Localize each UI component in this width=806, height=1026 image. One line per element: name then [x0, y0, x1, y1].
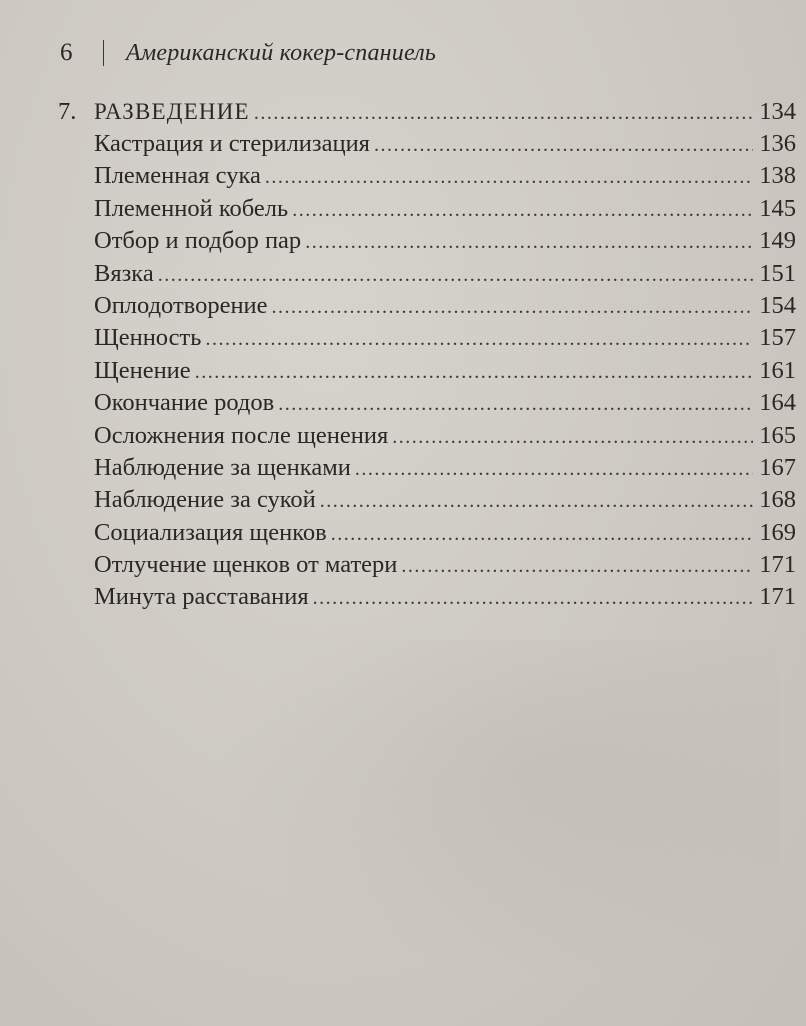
entry-page: 168: [759, 486, 796, 514]
entry-title: Щенность: [94, 324, 202, 352]
entry-title: Социализация щенков: [94, 518, 327, 546]
paper-smudge: [220, 640, 780, 980]
dot-leader: [254, 102, 753, 125]
dot-leader: [205, 328, 753, 351]
toc-entry: [58, 324, 796, 356]
entry-page: 138: [759, 162, 796, 190]
entry-title: Кастрация и стерилизация: [94, 130, 370, 157]
entry-page: 167: [759, 453, 796, 481]
dot-leader: [313, 587, 753, 610]
toc-entry: [58, 486, 796, 518]
running-title: Американский кокер-спаниель: [126, 39, 437, 66]
chapter-number: 7.: [58, 98, 77, 125]
table-of-contents: [58, 98, 796, 616]
entry-page: 171: [759, 583, 796, 611]
entry-title: Племенной кобель: [94, 194, 289, 222]
entry-page: 145: [759, 194, 796, 222]
dot-leader: [320, 490, 753, 513]
toc-entry: [58, 195, 796, 227]
dot-leader: [292, 199, 753, 222]
chapter-page: 134: [759, 98, 796, 125]
dot-leader: [392, 426, 753, 449]
entry-title: Минута расставания: [94, 583, 309, 611]
page-header: [60, 38, 436, 68]
entry-title: Окончание родов: [94, 389, 275, 417]
dot-leader: [401, 555, 753, 578]
entry-page: 171: [759, 551, 796, 579]
dot-leader: [272, 296, 753, 319]
entry-title: Осложнения после щенения: [94, 421, 389, 449]
toc-entry: [58, 389, 796, 421]
entry-page: 164: [759, 389, 796, 417]
toc-chapter-row: [58, 98, 796, 130]
dot-leader: [265, 166, 753, 189]
toc-entry: [58, 357, 796, 389]
toc-entry: [58, 422, 796, 454]
chapter-title: РАЗВЕДЕНИЕ: [94, 99, 250, 124]
entry-title: Вязка: [94, 259, 154, 287]
entry-page: 165: [759, 421, 796, 449]
toc-entry: [58, 583, 796, 615]
entry-page: 157: [759, 324, 796, 352]
dot-leader: [331, 523, 753, 546]
dot-leader: [195, 361, 753, 384]
toc-entry: [58, 292, 796, 324]
dot-leader: [355, 458, 753, 481]
toc-entry: [58, 162, 796, 194]
entry-title: Наблюдение за сукой: [94, 486, 316, 514]
entry-page: 149: [759, 227, 796, 255]
dot-leader: [374, 134, 753, 157]
header-divider: [103, 40, 105, 66]
entry-page: 151: [759, 259, 796, 287]
toc-entry: [58, 130, 796, 162]
entry-title: Отбор и подбор пар: [94, 227, 302, 255]
entry-page: 161: [759, 356, 796, 384]
page-number: 6: [60, 39, 73, 66]
dot-leader: [305, 231, 753, 254]
entry-title: Щенение: [94, 356, 191, 384]
entry-page: 169: [759, 518, 796, 546]
toc-entry: [58, 227, 796, 259]
entry-title: Наблюдение за щенками: [94, 453, 351, 481]
entry-title: Племенная сука: [94, 162, 261, 190]
entry-title: Оплодотворение: [94, 291, 268, 319]
toc-entry: [58, 260, 796, 292]
toc-entry: [58, 519, 796, 551]
entry-page: 136: [759, 130, 796, 157]
dot-leader: [278, 393, 753, 416]
toc-entry: [58, 454, 796, 486]
toc-entry: [58, 551, 796, 583]
entry-page: 154: [759, 291, 796, 319]
entry-title: Отлучение щенков от матери: [94, 551, 398, 579]
dot-leader: [158, 264, 753, 287]
